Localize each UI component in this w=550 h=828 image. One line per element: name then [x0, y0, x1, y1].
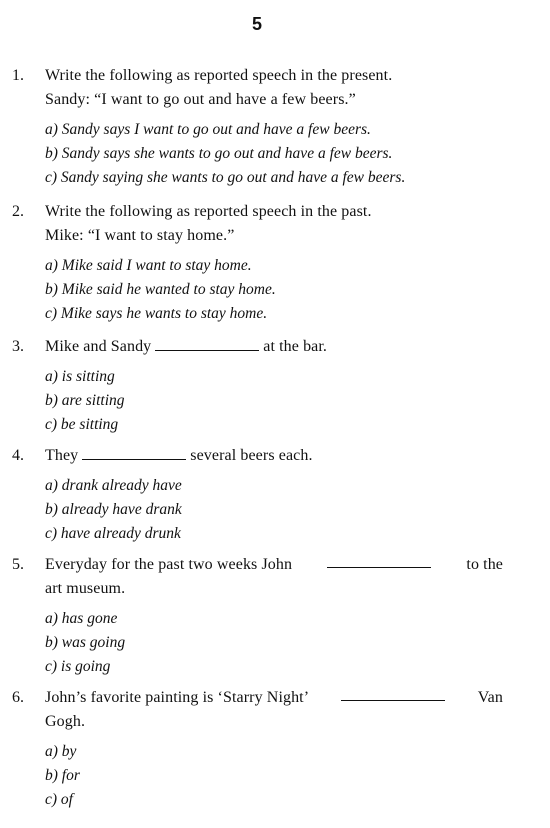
question-3: [12, 335, 512, 437]
question-text: [45, 335, 512, 359]
option-a: a) by: [45, 743, 77, 760]
option-b: b) was going: [45, 634, 126, 651]
question-5: [12, 553, 512, 679]
question-number: 5.: [12, 556, 24, 573]
question-text-before-blank: Mike and Sandy: [45, 338, 152, 355]
option-b: b) already have drank: [45, 501, 182, 518]
option-b: b) are sitting: [45, 392, 125, 409]
question-text-after-blank: several beers each.: [190, 447, 313, 464]
question-6: [12, 686, 512, 812]
question-number: 4.: [12, 447, 24, 464]
question-text: [45, 686, 512, 734]
answer-options: [45, 740, 512, 812]
quoted-speech: Sandy: “I want to go out and have a few beers.”: [45, 91, 356, 108]
answer-blank: [155, 336, 259, 351]
question-line: [45, 686, 503, 710]
answer-options: [45, 474, 512, 546]
question-text: [45, 64, 512, 112]
question-text: [45, 444, 512, 468]
page-number: 5: [251, 14, 262, 34]
option-a: a) has gone: [45, 610, 118, 627]
answer-options: [45, 118, 512, 190]
question-text-after-blank: to the: [466, 556, 503, 573]
option-c: c) is going: [45, 658, 111, 675]
question-text-after-blank: Van: [477, 689, 503, 706]
answer-blank: [327, 553, 431, 568]
question-line-continued: Gogh.: [45, 713, 86, 730]
option-b: b) Sandy says she wants to go out and have a few beers.: [45, 145, 393, 162]
question-text: [45, 200, 512, 248]
question-text-before-blank: They: [45, 447, 79, 464]
option-a: a) is sitting: [45, 368, 115, 385]
question-text-after-blank: at the bar.: [263, 338, 328, 355]
quoted-speech: Mike: “I want to stay home.”: [45, 227, 235, 244]
question-line: Write the following as reported speech in the present.: [45, 67, 393, 84]
question-line-continued: art museum.: [45, 580, 126, 597]
question-line: Write the following as reported speech in the past.: [45, 203, 372, 220]
answer-blank: [341, 686, 445, 701]
option-c: c) Sandy saying she wants to go out and have a few beers.: [45, 169, 406, 186]
option-a: a) Mike said I want to stay home.: [45, 257, 252, 274]
option-c: c) have already drunk: [45, 525, 181, 542]
question-line: [45, 553, 503, 577]
question-number: 3.: [12, 338, 24, 355]
question-number: 6.: [12, 689, 24, 706]
question-text-before-blank: John’s favorite painting is ‘Starry Night’: [45, 689, 310, 706]
question-4: [12, 444, 512, 546]
answer-blank: [82, 445, 186, 460]
answer-options: [45, 365, 512, 437]
question-number: 1.: [12, 67, 24, 84]
option-b: b) Mike said he wanted to stay home.: [45, 281, 276, 298]
question-number: 2.: [12, 203, 24, 220]
question-text-before-blank: Everyday for the past two weeks John: [45, 556, 293, 573]
option-c: c) Mike says he wants to stay home.: [45, 305, 268, 322]
option-a: a) drank already have: [45, 477, 182, 494]
question-2: [12, 200, 512, 326]
question-1: [12, 64, 512, 190]
option-c: c) of: [45, 791, 73, 808]
option-a: a) Sandy says I want to go out and have a few beers.: [45, 121, 371, 138]
answer-options: [45, 254, 512, 326]
option-b: b) for: [45, 767, 80, 784]
option-c: c) be sitting: [45, 416, 119, 433]
question-text: [45, 553, 512, 601]
answer-options: [45, 607, 512, 679]
